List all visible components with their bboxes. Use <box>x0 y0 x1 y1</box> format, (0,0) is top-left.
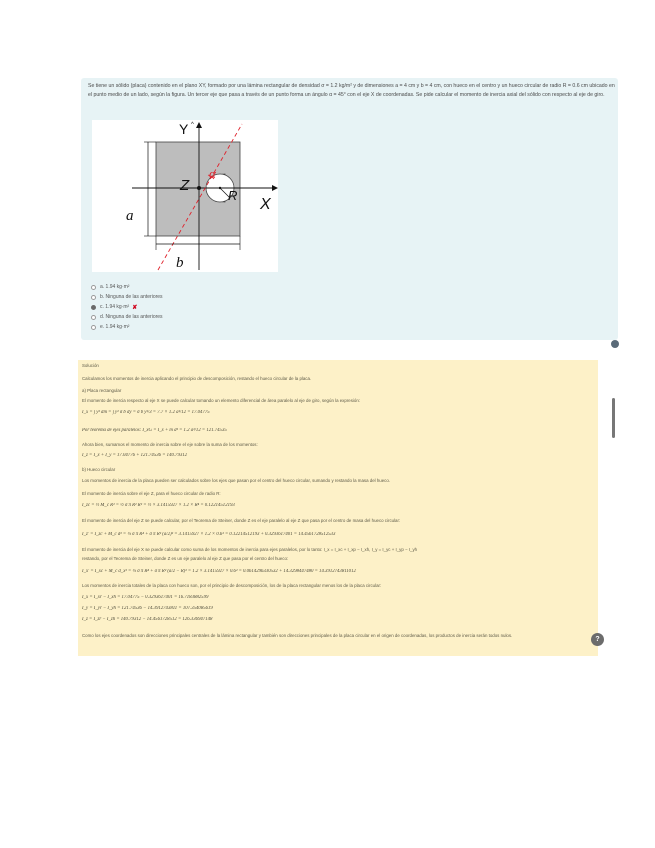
option-d-label: d. Ninguna de las anteriores <box>100 314 163 320</box>
option-a-radio[interactable] <box>91 285 96 290</box>
feedback-line-11: I_zc = ½ M_c R² = ½ σ π R² R² = ½ × 3.1415927 × 1.2 × R⁴ = 0.12214512193 <box>82 503 235 508</box>
option-d-radio[interactable] <box>91 315 96 320</box>
feedback-line-0: Solución <box>82 363 99 368</box>
feedback-line-16: I_x' = I_xc + M_c d_x² = ¼ σ π R⁴ + σ π R² (a/2 − R)² = 1.2 × 3.1415927 × 0.6² = 0.0614296330532 + 14.3298447480 = 14.3912743811012 <box>82 569 356 574</box>
feedback-line-10: El momento de inercia sobre el eje Z, para el hueco circular de radio R: <box>82 491 221 496</box>
z-axis-label: Z <box>180 177 190 194</box>
feedback-line-2: a) Placa rectangular <box>82 388 122 393</box>
feedback-line-8: b) Hueco circular <box>82 467 116 472</box>
option-c-radio[interactable] <box>91 305 96 310</box>
option-a[interactable] <box>91 282 163 292</box>
feedback-line-12: El momento de inercia del eje Z se puede calcular, por el Teorema de Steiner, donde Z es el eje paralelo al eje Z que pasa por el centro de masa del hueco circular: <box>82 518 401 523</box>
option-e-label: e. 1.94 kg·m² <box>100 324 130 330</box>
radius-label: R <box>228 188 238 203</box>
feedback-line-15: restando, por el Teorema de Steiner, donde Z es un eje paralelo al eje Z que pasa por el centro del hueco: <box>82 556 289 561</box>
help-button[interactable]: ? <box>591 633 604 646</box>
incorrect-icon: ✘ <box>132 304 138 311</box>
svg-text:^: ^ <box>191 122 194 128</box>
x-axis-label: X <box>260 196 271 213</box>
feedback-line-7: I_z = I_x + I_y = 17.04776 + 121.74536 = 140.79312 <box>82 453 188 458</box>
feedback-line-6: Ahora bien, sumamos el momento de inercia sobre el eje sobre la suma de los momentos: <box>82 442 258 447</box>
scrollbar-thumb[interactable] <box>612 398 615 438</box>
feedback-line-4: I_x = ∫ y² dm = ∫ y² σ b dy = σ b y³/3 = 7.7 × 1.2 a³/12 = 17.04775 <box>82 410 210 415</box>
option-c[interactable] <box>91 302 163 312</box>
feedback-line-3: El momento de inercia respecto al eje X se puede calcular tomando un elemento diferencial de área paralelo al eje de giro, según la expresión: <box>82 398 360 403</box>
feedback-line-21: Como los ejes coordenados son direcciones principales centrales de la lámina rectangular y también son direcciones principales de la placa circular en el origen de coordenadas, los productos de inercia serán todos nulos. <box>82 633 513 638</box>
option-d[interactable] <box>91 312 163 322</box>
option-e[interactable] <box>91 322 163 332</box>
alpha-label: α <box>209 166 216 181</box>
feedback-line-1: Calculamos los momentos de inercia aplicando el principio de descomposición, restando el hueco circular de la placa. <box>82 376 312 381</box>
option-c-label: c. 1.94 kg·m² <box>100 304 130 310</box>
option-e-radio[interactable] <box>91 325 96 330</box>
dimension-b-label: b <box>176 255 184 271</box>
feedback-line-20: I_z = I_zr − I_zh = 140.79312 − 14.4561728512 = 126.336947148 <box>82 617 213 622</box>
plate-diagram <box>92 120 278 272</box>
answer-options <box>91 282 163 332</box>
option-b-label: b. Ninguna de las anteriores <box>100 294 163 300</box>
question-text: Se tiene un sólido (placa) contenido en el plano XY, formado por una lámina rectangular de densidad σ = 1.2 kg/m² y de dimensiones a = 4 cm y b = 4 cm, con hueco en el centro y un hueco circular de radio R = 0.6 cm ubicado en el punto medio de un lado, según la figura. Un tercer eje que pasa a través de un punto forma un ángulo α = 45° con el eje X de coordenadas. Se pide calcular el momento de inercia axial del sólido con respecto al eje de giro. <box>88 83 615 98</box>
dimension-a-label: a <box>126 208 134 224</box>
feedback-line-9: Los momentos de inercia de la placa pueden ser calculados sobre los ejes que pasan por el centro del hueco circular, sumando y restando la masa del hueco. <box>82 478 391 483</box>
feedback-line-14: El momento de inercia del eje X se puede calcular como suma de los momentos de inercia para ejes paralelos, por lo tanto: I_x = I_xc + I_xp − I_xh, I_y = I_yc + I_yp − I_yh <box>82 547 418 552</box>
feedback-line-5: Por teorema de ejes paralelos: I_xG = I_x + m d² = 1.2 a³/12 = 121.74535 <box>82 428 227 433</box>
scroll-indicator[interactable] <box>611 340 619 348</box>
origin-point <box>197 186 201 190</box>
feedback-line-13: I_z' = I_zc + M_c d² = ¼ σ π R⁴ + σ π R² (a/2)² = 3.1415927 × 1.2 × 0.6² = 0.12214512193 + 0.3293617401 = 14.4561728512533 <box>82 532 336 537</box>
feedback-line-17: Los momentos de inercia totales de la placa con hueco son, por el principio de descomposición, los de la placa rectangular menos los de la placa circular: <box>82 583 382 588</box>
feedback-line-18: I_x = I_xr − I_xh = 17.04775 − 0.3293617401 = 16.7183882599 <box>82 595 209 600</box>
option-b[interactable] <box>91 292 163 302</box>
option-a-label: a. 1.94 kg·m² <box>100 284 130 290</box>
y-axis-label: Y <box>179 121 189 137</box>
question-figure <box>92 120 278 272</box>
option-b-radio[interactable] <box>91 295 96 300</box>
feedback-line-19: I_y = I_yr − I_yh = 121.74536 − 14.3912743811 = 107.354085619 <box>82 606 213 611</box>
